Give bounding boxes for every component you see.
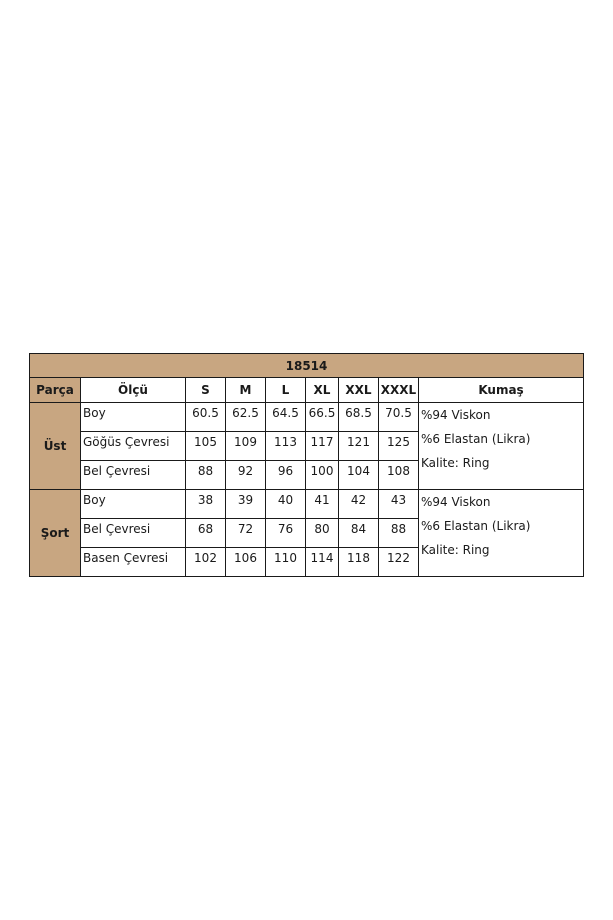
size-value: 43 <box>379 490 419 519</box>
size-value: 42 <box>339 490 379 519</box>
fabric-line: %6 Elastan (Likra) <box>421 432 531 446</box>
fabric-info-shorts <box>419 490 584 577</box>
size-value: 84 <box>339 519 379 548</box>
size-value: 110 <box>266 548 306 577</box>
size-value: 121 <box>339 432 379 461</box>
size-value: 118 <box>339 548 379 577</box>
size-value: 38 <box>186 490 226 519</box>
size-value: 106 <box>226 548 266 577</box>
header-size-xl: XL <box>306 378 339 403</box>
fabric-line: %94 Viskon <box>421 495 491 509</box>
product-code: 18514 <box>30 354 584 378</box>
size-value: 109 <box>226 432 266 461</box>
size-value: 92 <box>226 461 266 490</box>
size-value: 72 <box>226 519 266 548</box>
measure-label: Basen Çevresi <box>81 548 186 577</box>
fabric-info-top <box>419 403 584 490</box>
fabric-line: Kalite: Ring <box>421 543 490 557</box>
size-value: 102 <box>186 548 226 577</box>
header-row <box>30 378 584 403</box>
size-value: 64.5 <box>266 403 306 432</box>
header-size-xxl: XXL <box>339 378 379 403</box>
size-value: 68.5 <box>339 403 379 432</box>
table-row <box>30 403 584 432</box>
measure-label: Boy <box>81 490 186 519</box>
size-chart-table <box>29 353 584 577</box>
size-value: 88 <box>379 519 419 548</box>
size-value: 105 <box>186 432 226 461</box>
header-size-s: S <box>186 378 226 403</box>
fabric-line: Kalite: Ring <box>421 456 490 470</box>
size-value: 125 <box>379 432 419 461</box>
title-row <box>30 354 584 378</box>
fabric-line: %6 Elastan (Likra) <box>421 519 531 533</box>
size-value: 62.5 <box>226 403 266 432</box>
fabric-line: %94 Viskon <box>421 408 491 422</box>
part-label-shorts: Şort <box>30 490 81 577</box>
size-value: 117 <box>306 432 339 461</box>
size-value: 41 <box>306 490 339 519</box>
header-measure: Ölçü <box>81 378 186 403</box>
size-value: 100 <box>306 461 339 490</box>
size-value: 88 <box>186 461 226 490</box>
size-value: 68 <box>186 519 226 548</box>
measure-label: Boy <box>81 403 186 432</box>
header-size-m: M <box>226 378 266 403</box>
size-value: 70.5 <box>379 403 419 432</box>
table-row <box>30 490 584 519</box>
size-value: 104 <box>339 461 379 490</box>
measure-label: Bel Çevresi <box>81 461 186 490</box>
size-value: 113 <box>266 432 306 461</box>
size-value: 76 <box>266 519 306 548</box>
size-value: 60.5 <box>186 403 226 432</box>
size-value: 122 <box>379 548 419 577</box>
header-size-l: L <box>266 378 306 403</box>
size-value: 108 <box>379 461 419 490</box>
size-value: 80 <box>306 519 339 548</box>
size-value: 66.5 <box>306 403 339 432</box>
size-value: 39 <box>226 490 266 519</box>
measure-label: Bel Çevresi <box>81 519 186 548</box>
measure-label: Göğüs Çevresi <box>81 432 186 461</box>
size-value: 114 <box>306 548 339 577</box>
header-part: Parça <box>30 378 81 403</box>
size-value: 96 <box>266 461 306 490</box>
header-fabric: Kumaş <box>419 378 584 403</box>
part-label-top: Üst <box>30 403 81 490</box>
header-size-xxxl: XXXL <box>379 378 419 403</box>
size-value: 40 <box>266 490 306 519</box>
